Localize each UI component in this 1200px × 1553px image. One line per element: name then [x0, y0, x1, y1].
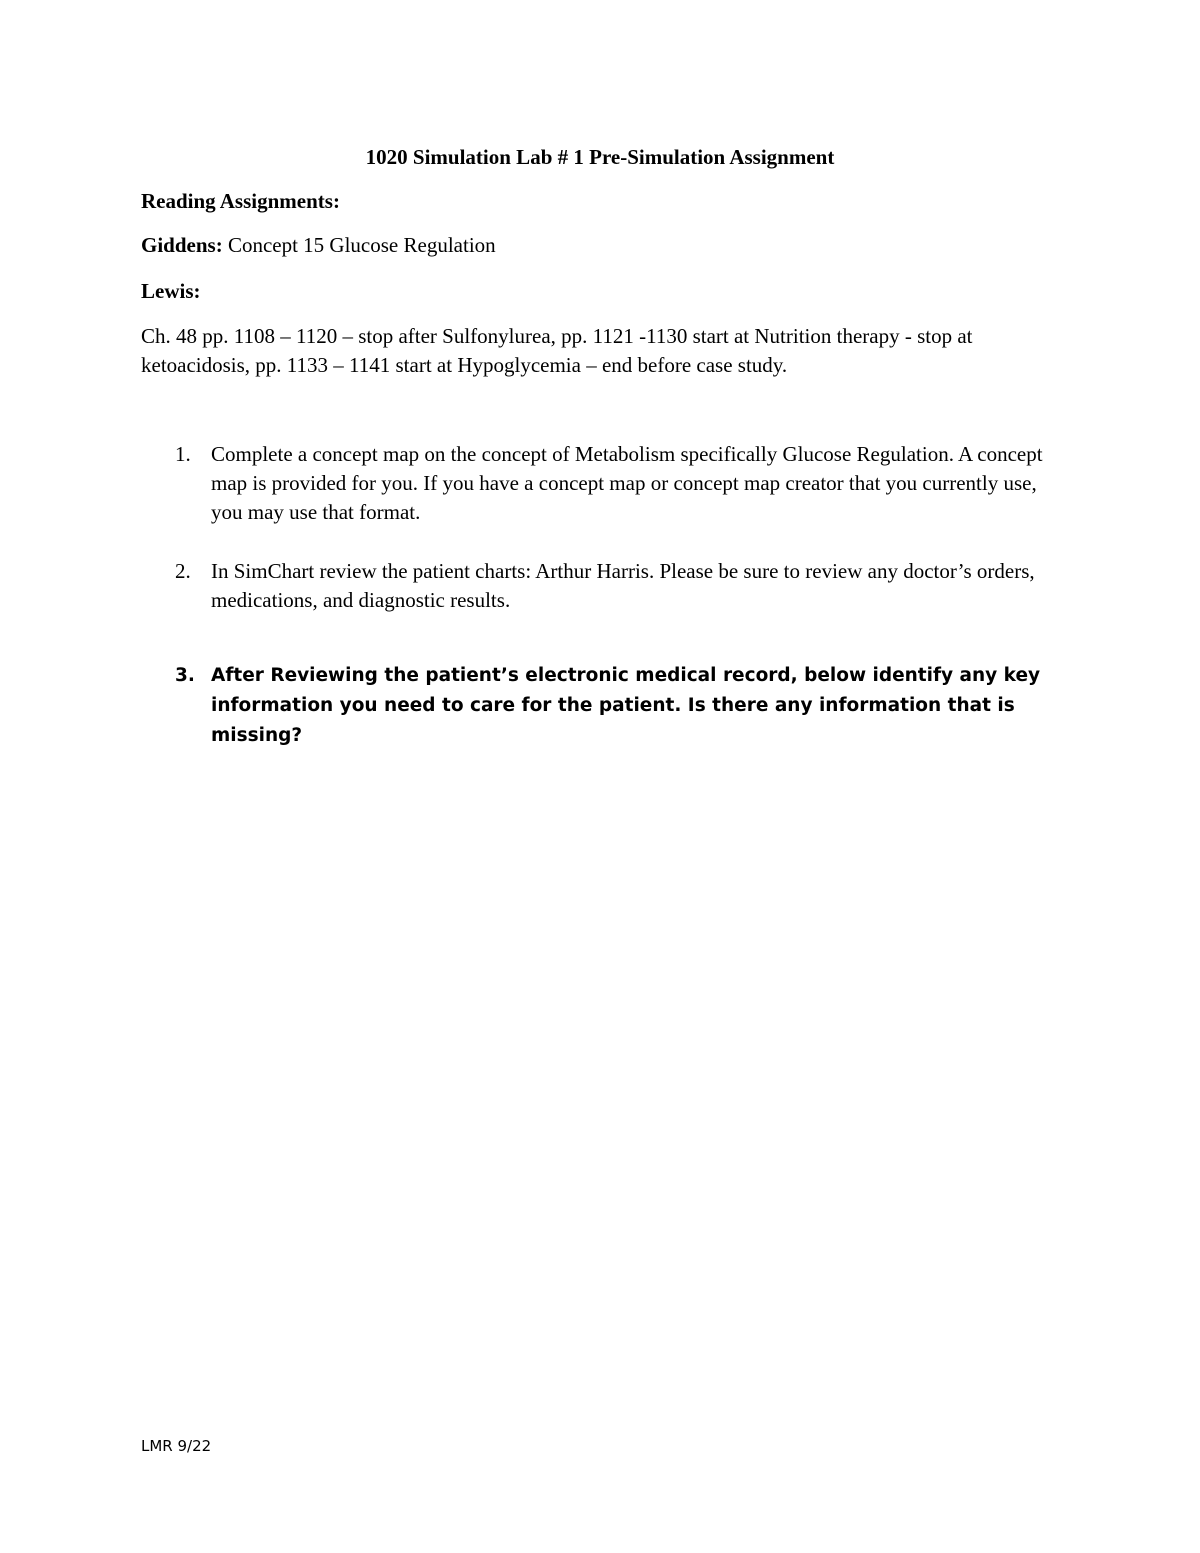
list-item-2 — [175, 557, 1055, 615]
lewis-label: Lewis: — [141, 279, 201, 303]
reading-assignments-heading: Reading Assignments: — [141, 189, 340, 213]
list-number: 3. — [175, 665, 195, 686]
list-number: 2. — [175, 559, 191, 583]
page-footer: LMR 9/22 — [141, 1437, 212, 1455]
list-item-text: In SimChart review the patient charts: Arthur Harris. Please be sure to review any doctor’s orders, medications, and diagnostic results. — [211, 559, 1035, 612]
list-item-3 — [175, 661, 1055, 751]
giddens-line — [141, 231, 496, 260]
giddens-text: Concept 15 Glucose Regulation — [222, 233, 496, 257]
lewis-reading-text: Ch. 48 pp. 1108 – 1120 – stop after Sulfonylurea, pp. 1121 -1130 start at Nutrition therapy - stop at ketoacidosis, pp. 1133 – 1141 start at Hypoglycemia – end before case study. — [141, 324, 973, 377]
document-title: 1020 Simulation Lab # 1 Pre-Simulation Assignment — [365, 145, 835, 169]
list-item-1 — [175, 440, 1055, 527]
giddens-label: Giddens: — [141, 233, 223, 257]
list-number: 1. — [175, 442, 191, 466]
list-item-text: After Reviewing the patient’s electronic medical record, below identify any key information you need to care for the patient. Is there any information that is missing? — [211, 665, 1041, 746]
list-item-text: Complete a concept map on the concept of Metabolism specifically Glucose Regulation. A concept map is provided for you. If you have a concept map or concept map creator that you currently use, you may use that format. — [211, 442, 1043, 524]
